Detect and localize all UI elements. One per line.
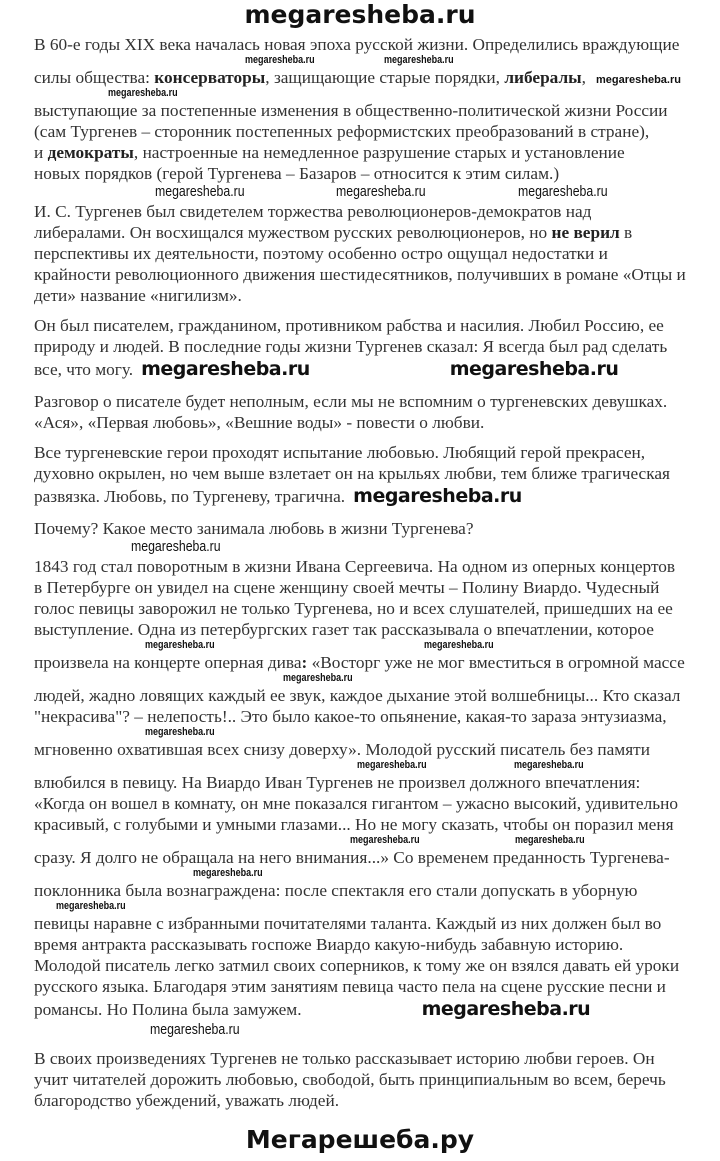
text-line — [0, 739, 720, 760]
text-segment: «Ася», «Первая любовь», «Вешние воды» - повести о любви. — [34, 413, 485, 432]
text-line — [0, 814, 720, 835]
text-segment: , настроенные на немедленное разрушение старых и установление — [133, 143, 625, 162]
text-segment: "некрасива"? – нелепость!.. Это было какое-то опьянение, какая-то зараза энтузиазма, — [34, 707, 667, 726]
text-segment: голос певицы заворожил не только Тургенева, но и всех слушателей, пришедших на ее — [34, 599, 673, 618]
site-header-watermark: megaresheba.ru — [244, 0, 476, 29]
text-segment: силы общества: — [34, 68, 155, 87]
watermark-row — [0, 760, 720, 772]
text-segment: развязка. Любовь, по Тургеневу, трагична. — [34, 487, 346, 506]
text-line — [0, 142, 720, 163]
watermark-row — [0, 835, 720, 847]
text-segment: В 60-е годы XIX века началась новая эпоха русской жизни. Определились враждующие — [34, 35, 680, 54]
site-footer-watermark: Мегарешеба.ру — [245, 1125, 475, 1154]
watermark: megaresheba.ru — [145, 726, 215, 738]
text-line — [0, 100, 720, 121]
text-segment: перспективы их деятельности, поэтому особенно остро ощущал недостатки и — [34, 244, 608, 263]
text-line — [0, 1069, 720, 1090]
bold-term: : — [301, 653, 308, 672]
text-segment: Почему? Какое место занимала любовь в жизни Тургенева? — [34, 519, 474, 538]
text-segment: и — [34, 143, 48, 162]
watermark: megaresheba.ru — [350, 834, 420, 846]
text-line — [0, 652, 720, 673]
bold-term: демократы — [47, 143, 134, 162]
watermark: megaresheba.ru — [357, 759, 427, 771]
text-segment: (сам Тургенев – сторонник постепенных реформистских преобразований в стране), — [34, 122, 650, 141]
text-line — [0, 121, 720, 142]
text-segment: Он был писателем, гражданином, противником рабства и насилия. Любил Россию, ее — [34, 316, 664, 335]
text-segment: выступление. Одна из петербургских газет так рассказывала о впечатлении, которое — [34, 620, 654, 639]
text-line — [0, 619, 720, 640]
text-segment: В своих произведениях Тургенев не только рассказывает историю любви героев. Он — [34, 1049, 655, 1068]
text-segment: русского языка. Благодаря этим занятиям певица часто пела на сцене русские песни и — [34, 977, 666, 996]
text-segment: поклонника была вознаграждена: после спектакля его стали допускать в уборную — [34, 881, 638, 900]
watermark-row — [0, 868, 720, 880]
watermark: megaresheba.ru — [424, 639, 494, 651]
text-line — [0, 412, 720, 433]
watermark: megaresheba.ru — [108, 87, 178, 99]
text-line — [0, 955, 720, 976]
text-line — [0, 556, 720, 577]
text-line — [0, 442, 720, 463]
text-segment: , — [581, 68, 586, 87]
text-line — [0, 285, 720, 306]
bold-term: консерваторы — [154, 68, 266, 87]
watermark-row — [0, 673, 720, 685]
watermark: megaresheba.ru — [336, 183, 426, 200]
text-line — [0, 577, 720, 598]
text-segment: учит читателей дорожить любовью, свободой, быть принципиальным во всем, беречь — [34, 1070, 666, 1089]
text-line — [0, 598, 720, 619]
text-segment: произвела на концерте оперная дива — [34, 653, 302, 672]
text-segment: природу и людей. В последние годы жизни Тургенев сказал: Я всегда был рад сделать — [34, 337, 668, 356]
text-segment: И. С. Тургенев был свидетелем торжества революционеров-демократов над — [34, 202, 592, 221]
text-segment: Все тургеневские герои проходят испытание любовью. Любящий герой прекрасен, — [34, 443, 646, 462]
text-segment: время антракта рассказывать госпоже Виардо какую-нибудь забавную историю. — [34, 935, 624, 954]
text-line — [0, 997, 720, 1022]
watermark: megaresheba.ru — [514, 759, 584, 771]
watermark-row — [0, 901, 720, 913]
text-segment: сразу. Я долго не обращала на него внимания...» Со временем преданность Тургенева- — [34, 848, 670, 867]
text-line — [0, 163, 720, 184]
text-segment: певицы наравне с избранными почитателями таланта. Каждый из них должен был во — [34, 914, 662, 933]
text-line — [0, 67, 720, 88]
watermark: megaresheba.ru — [515, 834, 585, 846]
text-segment: Разговор о писателе будет неполным, если мы не вспомним о тургеневских девушках. — [34, 392, 668, 411]
text-segment: либералами. Он восхищался мужеством русских революционеров, но — [34, 223, 552, 242]
text-segment: духовно окрылен, но чем выше взлетает он на крыльях любви, тем ближе трагическая — [34, 464, 670, 483]
text-segment: дети» название «нигилизм». — [34, 286, 242, 305]
text-segment: романсы. Но Полина была замужем. — [34, 1000, 302, 1019]
watermark-row — [0, 184, 720, 201]
text-line — [0, 793, 720, 814]
watermark: megaresheba.ru — [193, 867, 263, 879]
text-line — [0, 685, 720, 706]
text-line — [0, 243, 720, 264]
text-line — [0, 1048, 720, 1069]
watermark: megaresheba.ru — [421, 998, 591, 1020]
watermark: megaresheba.ru — [353, 485, 522, 507]
text-segment: мгновенно охватившая всех снизу доверху». Молодой русский писатель без памяти — [34, 740, 650, 759]
watermark-row — [0, 727, 720, 739]
text-line — [0, 706, 720, 727]
text-segment: выступающие за постепенные изменения в общественно-политической жизни России — [34, 101, 668, 120]
text-segment: людей, жадно ловящих каждый ее звук, каждое дыхание этой волшебницы... Кто сказал — [34, 686, 681, 705]
text-line — [0, 463, 720, 484]
watermark: megaresheba.ru — [141, 358, 310, 380]
text-line — [0, 976, 720, 997]
watermark: megaresheba.ru — [595, 74, 681, 86]
text-line — [0, 391, 720, 412]
text-line — [0, 847, 720, 868]
text-line — [0, 518, 720, 539]
text-line — [0, 913, 720, 934]
text-segment: новых порядков (герой Тургенева – Базаров – относится к этим силам.) — [34, 164, 560, 183]
text-segment: благородство убеждений, уважать людей. — [34, 1091, 340, 1110]
watermark-row — [0, 539, 720, 556]
text-line — [0, 484, 720, 509]
text-segment: в — [619, 223, 633, 242]
text-segment: крайности революционного движения шестидесятников, получивших в романе «Отцы и — [34, 265, 686, 284]
text-segment: красивый, с голубыми и умными глазами... Но не могу сказать, чтобы он поразил меня — [34, 815, 674, 834]
text-segment: , защищающие старые порядки, — [265, 68, 505, 87]
text-line — [0, 934, 720, 955]
text-segment: «Когда он вошел в комнату, он мне показался гигантом – ужасно высокий, удивительно — [34, 794, 678, 813]
watermark: megaresheba.ru — [518, 183, 608, 200]
text-segment: влюбился в певицу. На Виардо Иван Тургенев не произвел должного впечатления: — [34, 773, 641, 792]
watermark: megaresheba.ru — [449, 358, 619, 380]
text-line — [0, 315, 720, 336]
text-segment: Молодой писатель легко затмил своих соперников, к тому же он взялся давать ей уроки — [34, 956, 680, 975]
watermark: megaresheba.ru — [245, 54, 315, 66]
text-line — [0, 264, 720, 285]
text-line — [0, 357, 720, 382]
watermark: megaresheba.ru — [150, 1021, 240, 1038]
watermark: megaresheba.ru — [131, 538, 221, 555]
text-line — [0, 201, 720, 222]
text-line — [0, 880, 720, 901]
text-segment: в Петербурге он увидел на сцене женщину своей мечты – Полину Виардо. Чудесный — [34, 578, 660, 597]
text-line — [0, 1090, 720, 1111]
bold-term: либералы — [504, 68, 582, 87]
text-line — [0, 34, 720, 55]
bold-term: не верил — [551, 223, 620, 242]
text-segment: «Восторг уже не мог вместиться в огромной массе — [307, 653, 685, 672]
watermark: megaresheba.ru — [283, 672, 353, 684]
text-line — [0, 336, 720, 357]
document-body — [0, 34, 720, 1111]
watermark: megaresheba.ru — [155, 183, 245, 200]
watermark-row — [0, 55, 720, 67]
watermark-row — [0, 640, 720, 652]
watermark: megaresheba.ru — [56, 900, 126, 912]
text-segment: 1843 год стал поворотным в жизни Ивана Сергеевича. На одном из оперных концертов — [34, 557, 676, 576]
text-line — [0, 772, 720, 793]
watermark: megaresheba.ru — [384, 54, 454, 66]
watermark-row — [0, 1022, 720, 1039]
watermark-row — [0, 88, 720, 100]
text-line — [0, 222, 720, 243]
text-segment: все, что могу. — [34, 360, 134, 379]
watermark: megaresheba.ru — [145, 639, 215, 651]
